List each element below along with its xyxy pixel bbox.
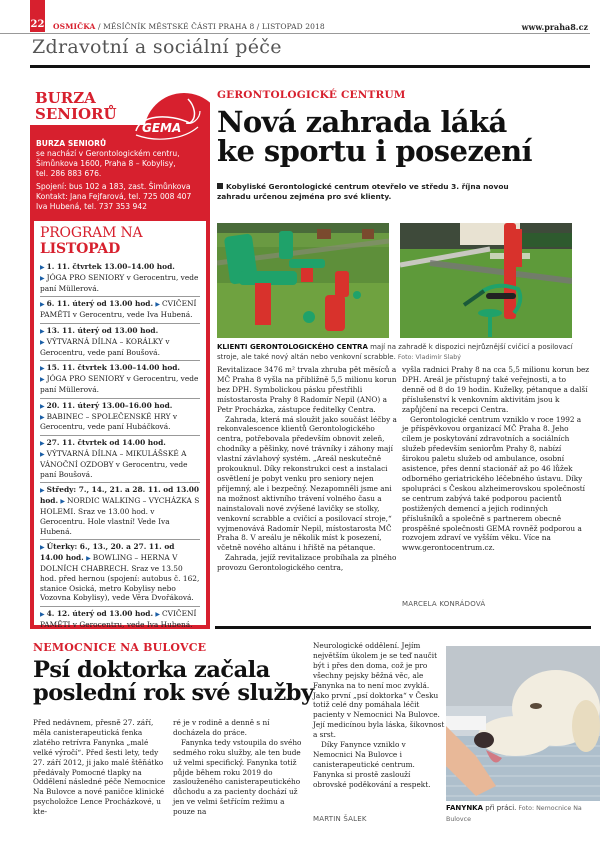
program-item [40, 360, 200, 397]
article2-byline: MARTIN ŠALEK [313, 815, 367, 823]
article2-col3-paragraph: Neurologické oddělení. Jejím největším úkolem je se teď naučit být i přes den doma, což je pro všechny pejsky běžná věc, ale Fanynka na to není moc zvyklá. Jako první „psí doktorka“ v Česku totiž celé dny pomáhala léčit pacienty v Nemocnici Na Bulovce. Její medicínou byla láska, šikovnost a srst. [313, 641, 445, 740]
triangle-bullet-icon: ▶ [40, 301, 45, 309]
program-item-details: v Gerocentru, vede Iva Hubená. [70, 310, 193, 320]
article2-column-2 [173, 718, 308, 817]
triangle-bullet-icon: ▶ [155, 611, 161, 619]
top-divider [0, 33, 590, 34]
article2-column-3 [313, 641, 446, 790]
caption-bold: FANYNKA [446, 804, 484, 812]
article1-photo-caption [217, 342, 592, 363]
info-name: BURZA SENIORŮ [36, 139, 107, 148]
program-item-when: Úterky: 6., 13., 20. a 27. 11. od 14.00 hod. [40, 542, 175, 563]
masthead-text: / MĚSÍČNÍK MĚSTSKÉ ČÁSTI PRAHA 8 / LISTOPAD 2018 [95, 22, 325, 31]
article1-lead [217, 182, 517, 202]
article1-column-2 [402, 365, 590, 553]
program-item-when: 6. 11. úterý od 13.00 hod. [46, 299, 154, 309]
triangle-bullet-icon: ▶ [40, 450, 45, 458]
program-item [40, 435, 200, 482]
triangle-bullet-icon: ▶ [40, 376, 45, 384]
program-item-details: Sraz ve 13.50 hod. před hernou (spojení: autobus č. 162, stanice Osická, metro Kobylisy nebo Vozovna Kobylisy), vede Věra Dvořáková. [40, 563, 200, 603]
program-item-details: v Gerocentru, vede Iva Hubená. [70, 619, 193, 629]
info-line1: se nachází v Gerontologickém centru, [36, 149, 180, 158]
article2-col2-paragraph: Fanynka tedy vstoupila do svého sedmého roku služby, ale ten bude už velmi specifický. Fanynka totiž půjde během roku 2019 do zaslouženého canisterapeutického důchodu a za pacienty dochází už jen ve velmi šetřícím režimu a pouze na [173, 737, 302, 817]
article2-kicker: NEMOCNICE NA BULOVCE [33, 641, 207, 654]
triangle-bullet-icon: ▶ [40, 440, 45, 448]
article2-headline-line2: poslední rok své služby [33, 680, 314, 706]
program-list [34, 221, 206, 629]
caption-text: při práci. [483, 804, 517, 812]
photo-garden-exercise-machine [400, 223, 572, 338]
triangle-bullet-icon: ▶ [40, 544, 45, 552]
triangle-bullet-icon: ▶ [40, 611, 45, 619]
photo-dog-fanynka [446, 646, 600, 801]
burza-title-line2: SENIORŮ [35, 105, 117, 123]
photo-garden-exercise-chairs [217, 223, 389, 338]
program-item-details: v Gerocentru, vede paní Boušová. [40, 336, 170, 357]
photo-credit: Foto: Nemocnice Na Bulovce [446, 805, 582, 823]
info-line4: Spojení: bus 102 a 183, zast. Šimůnkova [36, 182, 191, 191]
program-item-details: Sraz ve 13.00 hod. v Gerocentru. Hole vlastní! Vede Iva Hubená. [40, 506, 170, 536]
triangle-bullet-icon: ▶ [40, 327, 45, 335]
article1-headline [217, 105, 532, 168]
program-title-month: LISTOPAD [40, 241, 121, 257]
program-item [40, 296, 200, 323]
page-number: 22 [30, 0, 45, 32]
program-item-event: BABINEC – SPOLEČENSKÉ HRY [46, 411, 171, 421]
triangle-bullet-icon: ▶ [40, 338, 45, 346]
article1-col1-paragraph: Revitalizace 3476 m² trvala zhruba pět měsíců a MČ Praha 8 vyšla na přibližně 5,5 milionu korun bez DPH. Symbolickou pásku přestřihli místostarosta Prahy 8 Radomír Nepil (ANO) a Petr Procházka, zástupce ředitelky Centra. [217, 365, 397, 414]
triangle-bullet-icon: ▶ [40, 487, 45, 495]
burza-title-line1: BURZA [35, 89, 96, 107]
caption-text: mají na zahradě k dispozici nejrůznější cvičicí a posilovací stroje, ale také nový altán nebo venkovní scrabble. [217, 343, 573, 361]
photo-credit: Foto: Vladimír Slabý [395, 354, 462, 361]
article-divider [215, 626, 591, 629]
program-item-when: 13. 11. úterý od 13.00 hod. [46, 325, 159, 335]
info-line5: Kontakt: Jana Fejfarová, tel. 725 008 407 [36, 192, 192, 201]
article1-byline: MARCELA KONRÁDOVÁ [402, 600, 486, 608]
program-item-when: 27. 11. čtvrtek od 14.00 hod. [46, 438, 166, 448]
triangle-bullet-icon: ▶ [40, 274, 45, 282]
program-item-when: 1. 11. čtvrtek 13.00–14.00 hod. [46, 262, 175, 271]
article1-col1-paragraph: Zahrada, jejíž revitalizace probíhala za plného provozu Gerontologického centra, [217, 553, 397, 573]
article1-col2-paragraph: Gerontologické centrum vzniklo v roce 1992 a je příspěvkovou organizací MČ Praha 8. Jeho cílem je poskytování zdravotních a sociálních služeb především seniorům Prahy 8, nabízí širokou paletu služeb od ambulance, osobní asistence, přes denní stacionář až po 46 lůžek odborného geriatrického léčebného ústavu. Díky spolupráci s Českou alzheimerovskou společností se centrum zabývá také podporou pacientů postižených demencí a jejich rodinných příslušníků a společně s partnerem obecně prospěšné společnosti GEMA rovněž podporou a rozvojem zdraví ve vyšším věku. Více na www.gerontocentrum.cz. [402, 414, 585, 553]
program-title [40, 225, 200, 257]
program-item-details: v Gerocentru, vede paní Hubáčková. [40, 411, 178, 432]
program-item-event: JÓGA PRO SENIORY [46, 272, 125, 282]
triangle-bullet-icon: ▶ [86, 555, 91, 563]
article2-photo-caption [446, 803, 596, 825]
program-item-event: VÝTVARNÁ DÍLNA – MIKULÁŠSKÉ A VÁNOČNÍ OZDOBY [40, 448, 187, 469]
section-title: Zdravotní a sociální péče [32, 36, 282, 58]
section-divider [30, 65, 590, 68]
program-item-when: 15. 11. čtvrtek 13.00–14.00 hod. [46, 363, 180, 373]
article2-column-1 [33, 718, 168, 817]
program-item-details: v Gerocentru, vede paní Müllerová. [40, 272, 199, 293]
article1-headline-line1: Nová zahrada láká [217, 105, 507, 139]
burza-title [35, 90, 117, 122]
program-item [40, 539, 200, 606]
triangle-bullet-icon: ▶ [40, 413, 45, 421]
article2-col2-paragraph: ré je v rodině a denně s ní docházela do práce. [173, 718, 270, 737]
article1-col1-paragraph: Zahrada, která má sloužit jako součást léčby a rekonvalescence klientů Gerontologického centra, potřebovala především obnovit zeleň, chodníky a pěšinky, nové trávníky i záhony mají vlastní závlahový systém. „Areál neskutečně prokouknul. Díky rekonstrukci cest a instalaci osvětlení je pobyt venku pro seniory nejen příjemný, ale i bezpečný. Nezapomněli jsme ani na možnost aktivního trávení volného času a nainstalovali nové zvýšené lavičky se stolky, venkovní scrabble a cvičicí a posilovací stroje,“ vyjmenovává Radomír Nepil, místostarosta MČ Praha 8. V areálu je několik míst k posezení, včetně nového altánu i hřiště na pétanque. [217, 414, 397, 553]
article1-column-1 [217, 365, 400, 573]
program-item-when: 4. 12. úterý od 13.00 hod. [46, 609, 154, 619]
logo-text: GEMA [142, 121, 182, 135]
program-item-event: CVIČENÍ PAMĚTI [40, 299, 197, 320]
triangle-bullet-icon: ▶ [40, 264, 45, 271]
triangle-bullet-icon: ▶ [155, 301, 161, 309]
article2-headline [33, 659, 314, 705]
article2-col3-paragraph: Díky Fanynce vzniklo v Nemocnici Na Bulovce i canisterapeutické centrum. Fanynka si prostě zaslouží obrovské poděkování a respekt. [313, 740, 431, 789]
article2-col1-paragraph: Před nedávnem, přesně 27. září, měla canisterapeutická fenka zlatého retrívra Fanynka „malé velké výročí“. Před šesti lety, tedy 27. září 2012, ji jako malé štěňátko předávaly Pomocné tlapky na Oddělení následné péče Nemocnice Na Bulovce a nové paničce klinické psycholožce Lence Procházkové, u kte- [33, 718, 166, 817]
program-box [30, 217, 210, 629]
gema-logo [128, 87, 210, 149]
triangle-bullet-icon: ▶ [60, 498, 66, 506]
program-item [40, 323, 200, 360]
article2-headline-line1: Psí doktorka začala [33, 657, 270, 683]
program-item [40, 482, 200, 539]
triangle-bullet-icon: ▶ [40, 365, 45, 373]
program-item-details: v Gerocentru, vede paní Müllerová. [40, 374, 199, 394]
program-item-when: Středy: 7., 14., 21. a 28. 11. od 13.00 hod. [40, 485, 200, 506]
article1-col2-paragraph: vyšla radnici Prahy 8 na cca 5,5 milionu korun bez DPH. Areál je přístupný také veřejnosti, a to denně od 8 do 19 hodin. Kuželky, pétanque a další příslušenství k venkovním aktivitám jsou k zapůjčení na recepci Centra. [402, 365, 590, 414]
program-item-event: NORDIC WALKING – VYCHÁZKA S HOLEMI. [40, 496, 200, 516]
article1-lead-text: Kobyliské Gerontologické centrum otevřelo ve středu 3. října novou zahradu určenou zejména pro své klienty. [217, 182, 509, 201]
masthead [53, 22, 325, 31]
brand-name: OSMIČKA [53, 22, 96, 31]
program-item-event: JÓGA PRO SENIORY [46, 374, 125, 384]
caption-bold: KLIENTI GERONTOLOGICKÉHO CENTRA [217, 343, 368, 351]
info-line6: Iva Hubená, tel. 737 353 942 [36, 202, 148, 211]
info-line3: tel. 286 883 676. [36, 169, 102, 178]
burza-seniorů-box [30, 85, 210, 629]
triangle-bullet-icon: ▶ [40, 402, 45, 410]
site-url[interactable]: www.praha8.cz [521, 22, 588, 32]
program-item-event: VÝTVARNÁ DÍLNA – KORÁLKY [46, 336, 164, 346]
article1-kicker: GERONTOLOGICKÉ CENTRUM [217, 89, 406, 101]
bullet-square-icon [217, 183, 223, 189]
program-item [40, 398, 200, 435]
program-title-text: PROGRAM NA [40, 225, 143, 241]
program-item [40, 260, 200, 296]
info-line2: Šimůnkova 1600, Praha 8 – Kobylisy, [36, 159, 176, 168]
article1-headline-line2: ke sportu i posezení [217, 134, 532, 168]
program-item-event: CVIČENÍ PAMĚTI [40, 609, 197, 629]
program-item-details: v Gerocentru, vede paní Boušová. [40, 459, 188, 479]
program-item [40, 606, 200, 633]
program-item-when: 20. 11. úterý 13.00–16.00 hod. [46, 400, 173, 410]
program-item-event: BOWLING – HERNA V DOLNÍCH CHABRECH. [40, 553, 178, 573]
